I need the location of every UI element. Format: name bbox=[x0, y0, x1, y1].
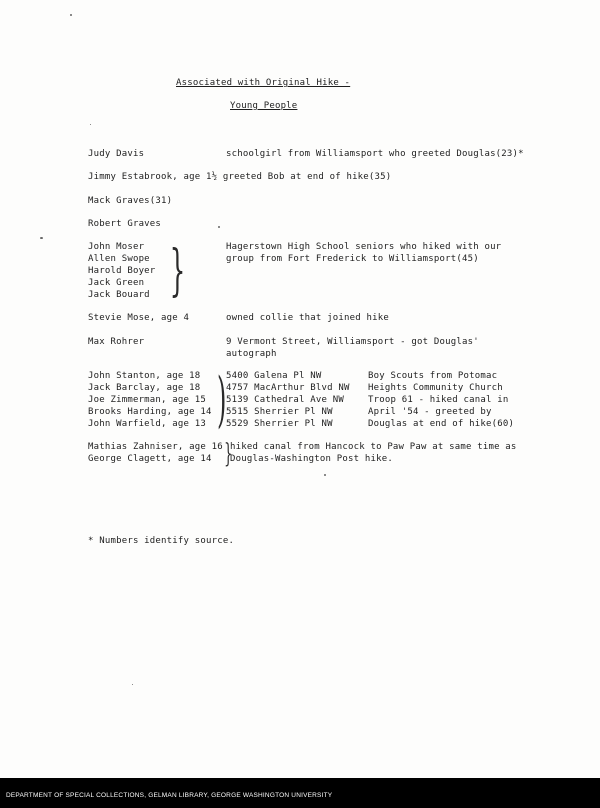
document-title: Associated with Original Hike - bbox=[176, 78, 351, 88]
hagerstown-name: Jack Green bbox=[88, 278, 145, 288]
scout-name: Joe Zimmerman, age 15 bbox=[88, 395, 206, 405]
hagerstown-name: John Moser bbox=[88, 242, 145, 252]
scout-address: 5529 Sherrier Pl NW bbox=[226, 419, 333, 429]
pair-name: Mathias Zahniser, age 16 bbox=[88, 442, 223, 452]
entry-robert-graves: Robert Graves bbox=[88, 219, 162, 229]
scout-note: Boy Scouts from Potomac bbox=[368, 371, 498, 381]
entry-desc-max-rohrer: autograph bbox=[226, 349, 277, 359]
scouts-brace: ) bbox=[217, 365, 227, 435]
scout-note: April '54 - greeted by bbox=[368, 407, 492, 417]
document-subtitle: Young People bbox=[230, 101, 298, 111]
scan-speck bbox=[132, 684, 133, 685]
scout-name: Jack Barclay, age 18 bbox=[88, 383, 201, 393]
pair-name: George Clagett, age 14 bbox=[88, 454, 212, 464]
scout-name: Brooks Harding, age 14 bbox=[88, 407, 212, 417]
entry-desc-stevie-mose: owned collie that joined hike bbox=[226, 313, 389, 323]
hagerstown-desc-line: group from Fort Frederick to Williamsport(45) bbox=[226, 254, 479, 264]
hagerstown-desc-line: Hagerstown High School seniors who hiked with our bbox=[226, 242, 502, 252]
hagerstown-brace: } bbox=[169, 238, 186, 302]
footnote: * Numbers identify source. bbox=[88, 536, 235, 546]
scout-address: 5400 Galena Pl NW bbox=[226, 371, 322, 381]
pair-desc-line: Douglas-Washington Post hike. bbox=[230, 454, 393, 464]
entry-mack-graves: Mack Graves(31) bbox=[88, 196, 173, 206]
hagerstown-name: Allen Swope bbox=[88, 254, 150, 264]
entry-desc-max-rohrer: 9 Vermont Street, Williamsport - got Douglas' bbox=[226, 337, 479, 347]
entry-name-max-rohrer: Max Rohrer bbox=[88, 337, 145, 347]
entry-name-judy-davis: Judy Davis bbox=[88, 149, 145, 159]
scout-name: John Stanton, age 18 bbox=[88, 371, 201, 381]
scan-speck bbox=[218, 226, 220, 228]
scout-address: 5139 Cathedral Ave NW bbox=[226, 395, 344, 405]
scout-note: Troop 61 - hiked canal in bbox=[368, 395, 509, 405]
entry-name-stevie-mose: Stevie Mose, age 4 bbox=[88, 313, 190, 323]
scan-speck bbox=[324, 474, 326, 476]
entry-jimmy-estabrook: Jimmy Estabrook, age 1½ greeted Bob at end of hike(35) bbox=[88, 172, 392, 182]
scout-note: Douglas at end of hike(60) bbox=[368, 419, 515, 429]
pair-brace: } bbox=[224, 439, 233, 469]
pair-desc-line: hiked canal from Hancock to Paw Paw at same time as bbox=[230, 442, 517, 452]
scan-speck bbox=[90, 124, 91, 125]
scan-speck bbox=[40, 237, 43, 239]
archive-footer bbox=[0, 778, 600, 808]
hagerstown-name: Harold Boyer bbox=[88, 266, 156, 276]
scout-address: 5515 Sherrier Pl NW bbox=[226, 407, 333, 417]
footer-credit: DEPARTMENT OF SPECIAL COLLECTIONS, GELMAN LIBRARY, GEORGE WASHINGTON UNIVERSITY bbox=[6, 792, 333, 799]
scout-note: Heights Community Church bbox=[368, 383, 503, 393]
entry-desc-judy-davis: schoolgirl from Williamsport who greeted Douglas(23)* bbox=[226, 149, 524, 159]
scan-speck bbox=[70, 14, 72, 16]
scout-address: 4757 MacArthur Blvd NW bbox=[226, 383, 350, 393]
scout-name: John Warfield, age 13 bbox=[88, 419, 206, 429]
hagerstown-name: Jack Bouard bbox=[88, 290, 150, 300]
